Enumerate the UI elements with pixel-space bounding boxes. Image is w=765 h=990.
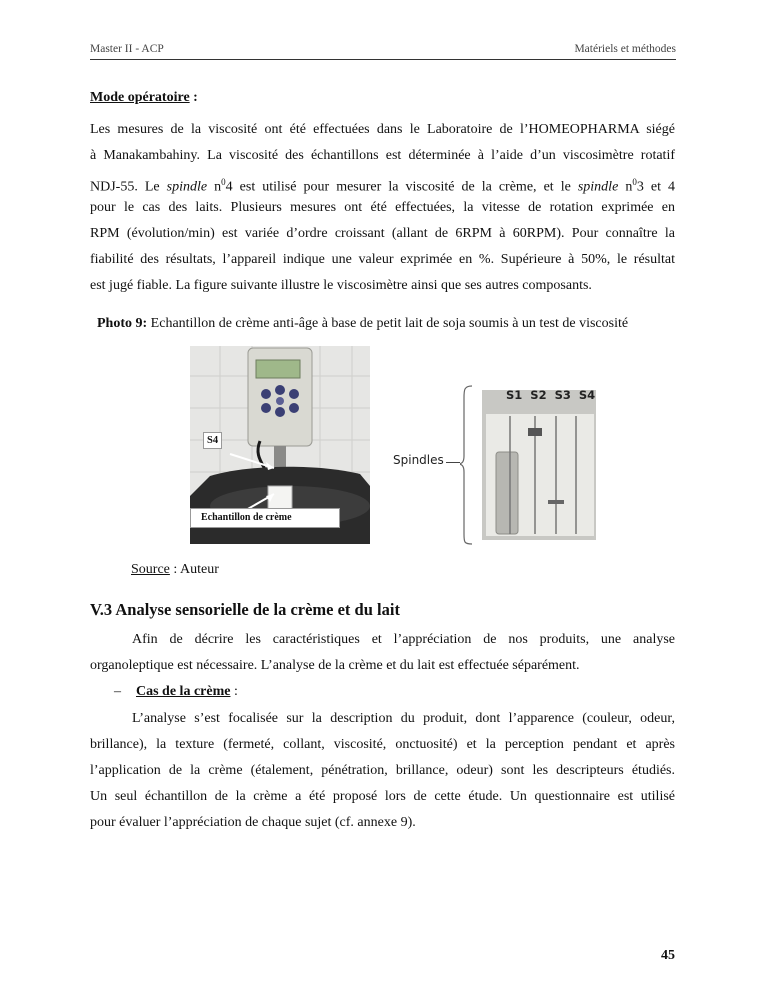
- section-title: V.3 Analyse sensorielle de la crème et du lait: [90, 600, 400, 619]
- paragraph-line: Les mesures de la viscosité ont été effectuées dans le Laboratoire de l’HOMEOPHARMA siégé: [90, 122, 675, 137]
- paragraph-line: est jugé fiable. La figure suivante illustre le viscosimètre ainsi que ses autres composants.: [90, 278, 592, 293]
- paragraph-line: RPM (évolution/min) est variée d’ordre croissant (allant de 6RPM à 60RPM). Pour connaître la: [90, 226, 675, 241]
- subsection-heading: [90, 90, 198, 106]
- paragraph-line: Afin de décrire les caractéristiques et l’appréciation de nos produits, une analyse: [132, 632, 675, 647]
- paragraph-line: brillance), la texture (fermeté, collant, viscosité, onctuosité) et la perception pendant et après: [90, 737, 675, 752]
- paragraph-line: à Manakambahiny. La viscosité des échantillons est déterminée à l’aide d’un viscosimètre rotatif: [90, 148, 675, 163]
- bullet-item: [114, 684, 238, 700]
- caption-text: Echantillon de crème anti-âge à base de petit lait de soja soumis à un test de viscosité: [147, 316, 629, 331]
- source-value: : Auteur: [169, 562, 219, 577]
- spindle-numbers: S1 S2 S3 S4: [506, 388, 596, 402]
- running-header: [90, 43, 676, 60]
- heading-text: Mode opératoire: [90, 90, 190, 105]
- bullet-label: Cas de la crème: [136, 684, 231, 699]
- spindles-image: [460, 384, 600, 546]
- caption-label: Photo 9:: [97, 316, 148, 331]
- photo-source: [131, 562, 219, 578]
- bullet-dash: –: [114, 684, 121, 699]
- spindles-label: Spindles: [393, 453, 444, 467]
- paragraph-line: pour évaluer l’appréciation de chaque sujet (cf. annexe 9).: [90, 815, 416, 830]
- page-number: 45: [661, 948, 675, 963]
- paragraph-line: fiabilité des résultats, l’appareil indique une valeur exprimée en %. Supérieure à 50%, le résultat: [90, 252, 675, 267]
- bullet-colon: :: [230, 684, 238, 699]
- paragraph-line: organoleptique est nécessaire. L’analyse de la crème et du lait est effectuée séparément.: [90, 658, 580, 673]
- paragraph-line: l’application de la crème (étalement, pénétration, brillance, odeur) sont les descripteurs étudiés.: [90, 763, 675, 778]
- photo-caption: [97, 316, 628, 332]
- method-paragraph: [90, 117, 675, 299]
- paragraph-line: pour le cas des laits. Plusieurs mesures ont été effectuées, la vitesse de rotation exprimée en: [90, 200, 675, 215]
- paragraph-line: L’analyse s’est focalisée sur la description du produit, dont l’apparence (couleur, odeur,: [132, 711, 675, 726]
- cream-analysis-paragraph: [90, 706, 675, 836]
- spindles-figure: [460, 384, 600, 546]
- s4-label: S4: [203, 432, 222, 449]
- viscometer-photo: [190, 346, 370, 544]
- paragraph-line: Un seul échantillon de la crème a été proposé lors de cette étude. Un questionnaire est utilisé: [90, 789, 675, 804]
- header-right: Matériels et méthodes: [574, 43, 676, 55]
- spindles-pointer: [446, 462, 460, 463]
- header-left: Master II - ACP: [90, 43, 164, 55]
- section-intro: [90, 627, 675, 679]
- source-label: Source: [131, 562, 170, 577]
- paragraph-line: NDJ-55. Le spindle $n^04$ est utilisé pour mesurer la viscosité de la crème, et le spindle $n^03$ et 4: [90, 177, 675, 195]
- heading-colon: :: [189, 90, 198, 105]
- sample-label: Echantillon de crème: [190, 508, 340, 528]
